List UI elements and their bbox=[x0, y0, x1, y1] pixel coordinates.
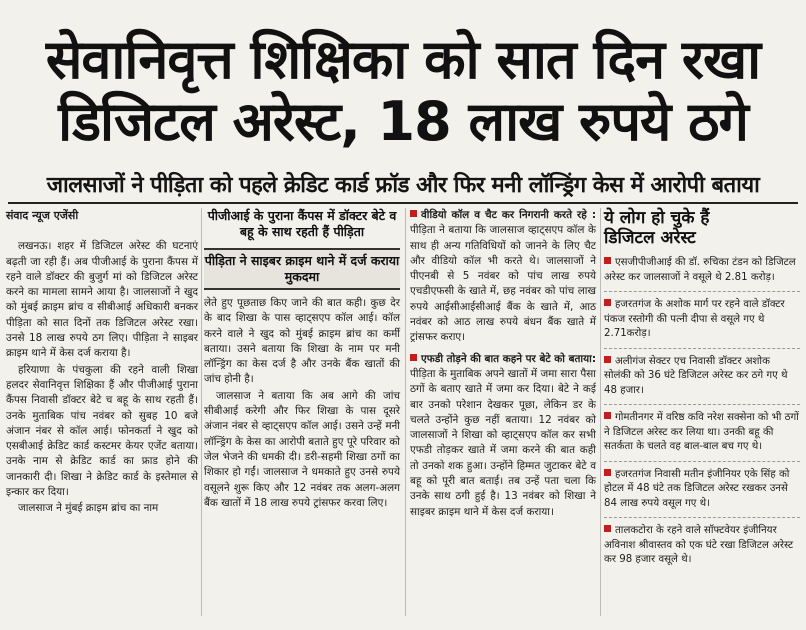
divider bbox=[604, 291, 800, 292]
bullet-square-icon bbox=[604, 525, 611, 532]
list-item: गोमतीनगर में वरिष्ठ कवि नरेश सक्सेना को भी ठगों ने डिजिटल अरेस्ट कर लिया था। उनकी बहू की सतर्कता के चलते वह बाल-बाल बच गए थे। bbox=[604, 412, 799, 452]
list-item: तालकटोरा के रहने वाले सॉफ्टवेयर इंजीनियर अविनाश श्रीवास्तव को एक घंटे रखा डिजिटल अरेस्ट कर 98 हजार वसूले थे। bbox=[604, 525, 794, 565]
list-item: एसजीपीजीआई की डॉ. रुचिका टंडन को डिजिटल अरेस्ट कर जालसाजों ने वसूले थे 2.81 करोड़। bbox=[604, 257, 796, 283]
column-divider bbox=[201, 208, 202, 616]
inset-headline-boxed: पीड़िता ने साइबर क्राइम थाने में दर्ज कराया मुकदमा bbox=[204, 248, 400, 290]
bullet-square-icon bbox=[604, 257, 611, 264]
paragraph: जालसाज ने बताया कि अब आगे की जांच सीबीआई करेगी और फिर शिखा के पास दूसरे अंजान नंबर से व्हाट्सएप कॉल आई। उसने उन्हें मनी लॉन्ड्रिंग के केस का आरोपी बताते हुए पूरे परिवार को जेल भेजने की धमकी दी। डरी-सहमी शिखा ठगों का शिकार हो गईं। जालसाज ने धमकाते हुए उनसे रुपये वसूलने शुरू किए और 12 नवंबर तक अलग-अलग बैंक खातों में 18 लाख रुपये ट्रांसफर करवा लिए। bbox=[204, 389, 400, 509]
inset-headline: पीजीआई के पुराना कैंपस में डॉक्टर बेटे व बहू के साथ रहती हैं पीड़िता bbox=[207, 208, 397, 239]
bullet-square-icon bbox=[410, 354, 417, 361]
sidebar-title-line-2: डिजिटल अरेस्ट bbox=[604, 228, 696, 248]
article-column-1 bbox=[6, 208, 198, 518]
paragraph: जालसाज ने मुंबई क्राइम ब्रांच का नाम bbox=[18, 502, 159, 515]
bullet-square-icon bbox=[604, 356, 611, 363]
section-lead: एफडी तोड़ने की बात कहने पर बेटे को बताया: bbox=[421, 352, 596, 365]
paragraph: लखनऊ। शहर में डिजिटल अरेस्ट की घटनाएं बढ़ती जा रही हैं। अब पीजीआई के पुराना कैंपस में रहने वाले डॉक्टर की बुजुर्ग मां को डिजिटल अरेस्ट करने का मामला सामने आया है। जालसाजों ने खुद को मुंबई क्राइम ब्रांच व सीबीआई अधिकारी बनकर पीड़िता को सात दिनों तक डिजिटल अरेस्ट रखा। उनसे 18 लाख रुपये ठग लिए। पीड़िता ने साइबर क्राइम थाने में केस दर्ज कराया है। bbox=[6, 240, 198, 360]
section-body: पीड़िता के मुताबिक अपने खातों में जमा सारा पैसा ठगों के बताए खाते में जमा कर दिया। बेटे ने कई बार उनको परेशान देखकर पूछा, लेकिन डर के चलते उन्होंने कुछ नहीं बताया। 12 नवंबर को जालसाजों ने शिखा को व्हाट्सएप कॉल कर सभी एफडी तोड़कर खाते में जमा करने की बात कही तो उनको शक हुआ। उन्होंने हिम्मत जुटाकर बेटे व बहू को पूरी बात बताई। तब उन्हें पता चला कि उनके साथ ठगी हुई है। 13 नवंबर को शिखा ने साइबर क्राइम थाने में केस दर्ज कराया। bbox=[410, 367, 596, 518]
byline: संवाद न्यूज एजेंसी bbox=[6, 209, 79, 222]
sidebar-title-line-1: ये लोग हो चुके हैं bbox=[604, 208, 710, 228]
paragraph: लेते हुए पूछताछ किए जाने की बात कही। कुछ देर के बाद शिखा के पास व्हाट्सएप कॉल आई। कॉल करने वाले ने खुद को मुंबई क्राइम ब्रांच का कर्मी बताया। उसने बताया कि शिखा के नाम पर मनी लॉन्ड्रिंग का केस दर्ज है और उनके बैंक खातों की जांच होनी है। bbox=[204, 297, 400, 386]
bullet-square-icon bbox=[604, 469, 611, 476]
bullet-square-icon bbox=[604, 299, 611, 306]
divider bbox=[604, 517, 800, 518]
section-body: पीड़िता ने बताया कि जालसाज व्हाट्सएप कॉल के साथ ही अन्य गतिविधियों को जानने के लिए चैट और वीडियो कॉल भी करते थे। जालसाजों ने पीएनबी से 5 नवंबर को पांच लाख रुपये एचडीएफसी के खाते में, छह नवंबर को पांच लाख रुपये आईसीआईसीआई बैंक के खाते में, आठ नवंबर को आठ लाख रुपये बंधन बैंक खाते में ट्रांसफर कराए। bbox=[410, 224, 596, 344]
paragraph: हरियाणा के पंचकुला की रहने वाली शिखा हलदर सेवानिवृत्त शिक्षिका हैं और पीजीआई पुराना कैंपस निवासी डॉक्टर बेटे च बहू के साथ रहती हैं। उनके मुताबिक पांच नवंबर को सुबह 10 बजे अंजान नंबर से कॉल आई। फोनकर्ता ने खुद को एसबीआई क्रेडिट कार्ड कस्टमर केयर एजेंट बताया। उनके नाम से क्रेडिट कार्ड का फ्राड होने की जानकारी दी। शिखा ने क्रेडिट कार्ड के इस्तेमाल से इन्कार कर दिया। bbox=[6, 363, 198, 499]
bullet-square-icon bbox=[604, 412, 611, 419]
bullet-square-icon bbox=[410, 210, 417, 217]
sidebar-list bbox=[604, 256, 800, 568]
list-item: हजरतगंज के अशोक मार्ग पर रहने वाले डॉक्टर पंकज रस्तोगी की पत्नी दीपा से वसूले गए थे 2.71करोड़। bbox=[604, 299, 785, 339]
list-item: हजरतगंज निवासी मतीन इंजीनियर एके सिंह को होटल में 48 घंटे तक डिजिटल अरेस्ट रखकर उनसे 84 लाख रुपये वसूल गए थे। bbox=[604, 468, 790, 509]
column-divider bbox=[405, 208, 406, 616]
headline-line-2: डिजिटल अरेस्ट, 18 लाख रुपये ठगे bbox=[58, 90, 748, 153]
sidebar bbox=[604, 208, 800, 574]
divider bbox=[604, 348, 800, 349]
section-lead: वीडियो कॉल व चैट कर निगरानी करते रहे : bbox=[421, 209, 596, 221]
subheadline: जालसाजों ने पीड़िता को पहले क्रेडिट कार्ड फ्रॉड और फिर मनी लॉन्ड्रिंग केस में आरोपी बताया bbox=[46, 173, 760, 198]
article-column-3 bbox=[410, 208, 596, 521]
list-item: अलीगंज सेक्टर एच निवासी डॉक्टर अशोक सोलंकी को 36 घंटे डिजिटल अरेस्ट कर ठगे गए थे 48 हजार। bbox=[604, 355, 788, 396]
headline-line-1: सेवानिवृत्त शिक्षिका को सात दिन रखा bbox=[45, 28, 761, 91]
article-column-2 bbox=[204, 208, 400, 512]
divider-rule bbox=[8, 202, 798, 204]
divider bbox=[604, 404, 800, 405]
column-divider bbox=[600, 208, 601, 616]
divider bbox=[604, 461, 800, 462]
